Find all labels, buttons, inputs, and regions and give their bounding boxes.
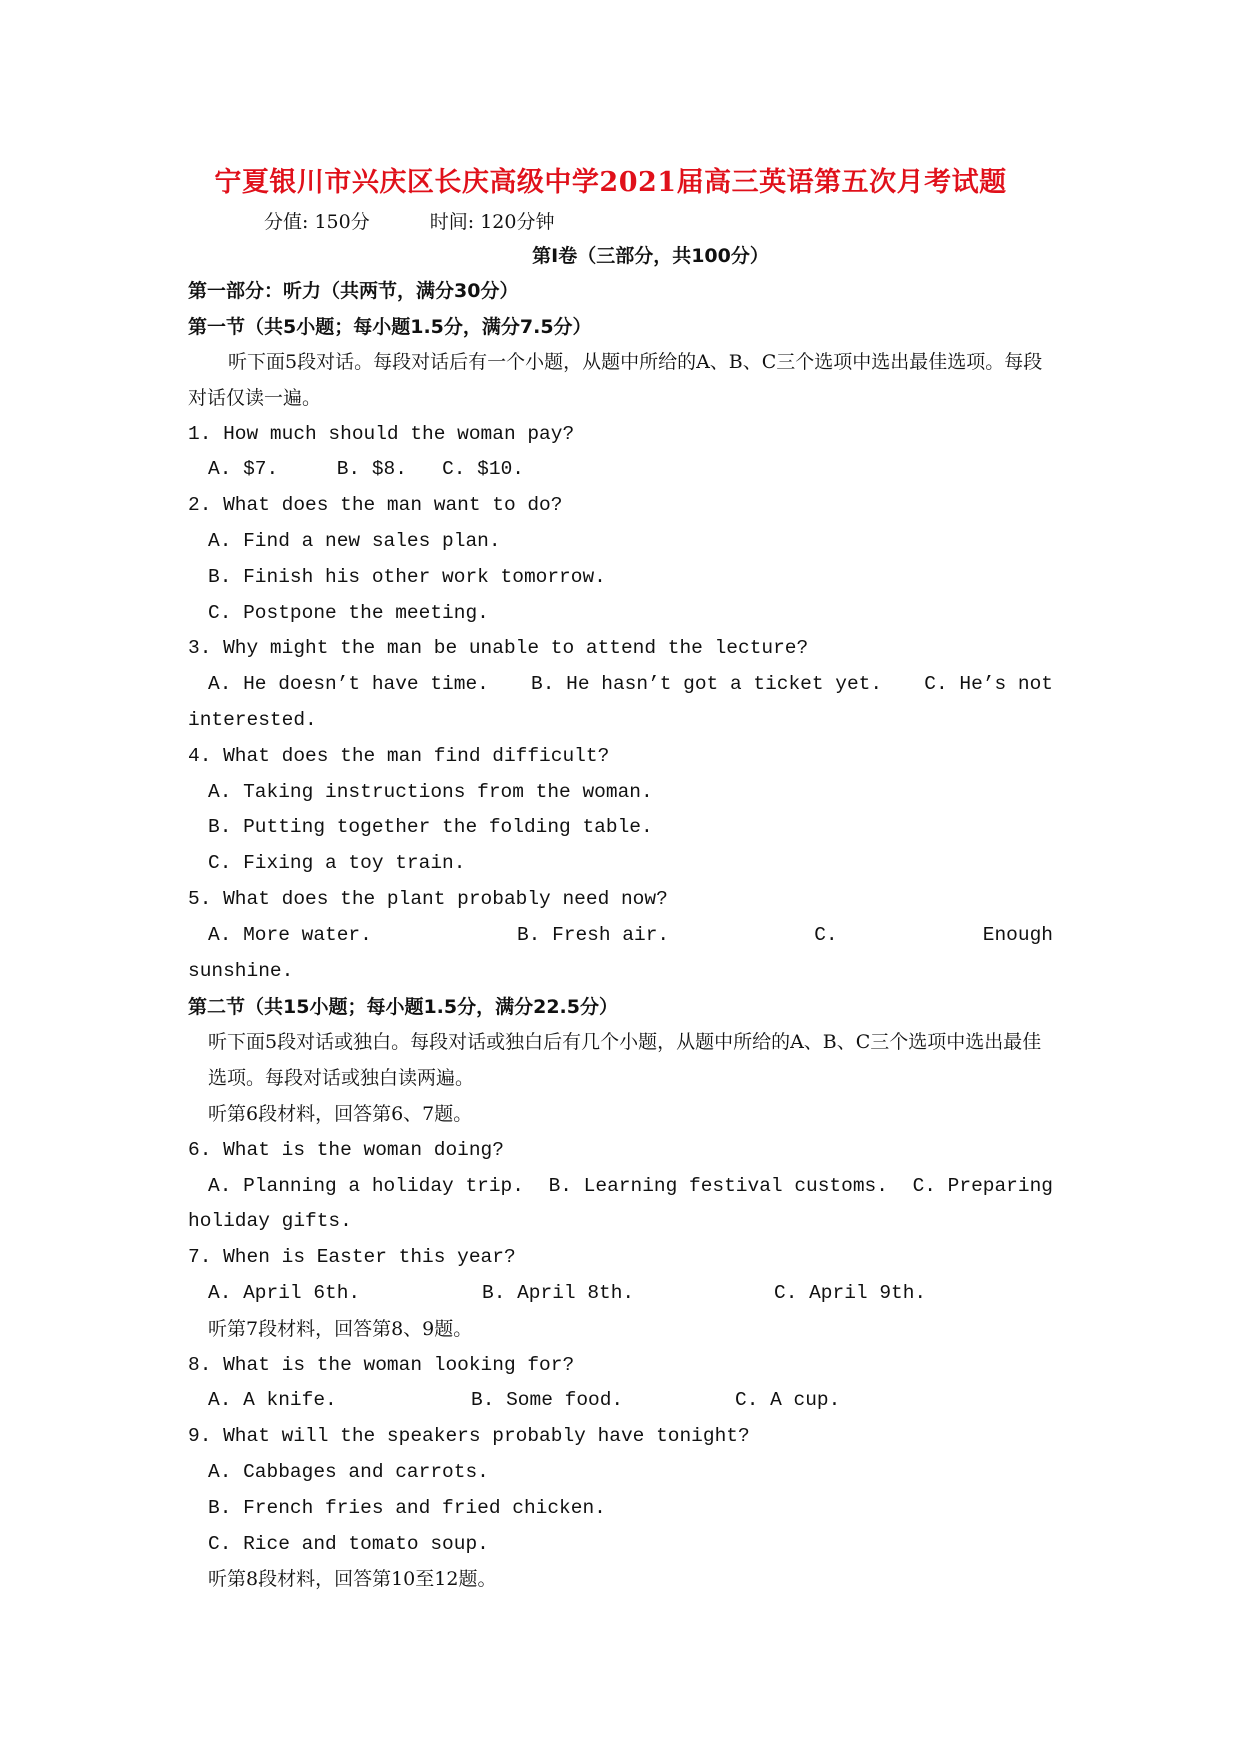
- section1-heading: 第一节（共5小题；每小题1.5分，满分7.5分）: [188, 316, 592, 338]
- question-3: 3. Why might the man be unable to attend the lecture?: [188, 637, 809, 660]
- option-a: A. $7.: [208, 458, 279, 481]
- option-c: C. Fixing a toy train.: [208, 852, 466, 875]
- question-5: 5. What does the plant probably need now?: [188, 887, 668, 910]
- exam-content: [188, 160, 1053, 1598]
- option-b: B. Some food.: [471, 1389, 624, 1412]
- option-c: C. Postpone the meeting.: [208, 601, 489, 624]
- option-c: C. A cup.: [735, 1389, 841, 1412]
- material-note-6: 听第6段材料，回答第6、7题。: [208, 1102, 473, 1125]
- question-7: 7. When is Easter this year?: [188, 1246, 516, 1269]
- option-b: B. $8.: [336, 458, 407, 481]
- option-a: A. Taking instructions from the woman.: [208, 780, 653, 803]
- volume-heading: 第Ⅰ卷（三部分，共100分）: [532, 245, 769, 267]
- option-a: A. A knife.: [208, 1389, 337, 1412]
- question-1: 1. How much should the woman pay?: [188, 422, 575, 445]
- exam-meta: [264, 205, 1053, 239]
- option-b: B. Finish his other work tomorrow.: [208, 565, 606, 588]
- material-note-7: 听第7段材料，回答第8、9题。: [208, 1317, 473, 1340]
- option-b: B. Fresh air.: [516, 923, 670, 946]
- option-c-continuation: sunshine.: [188, 959, 294, 982]
- option-c-continuation: interested.: [188, 708, 317, 731]
- option-c: C. Preparing: [912, 1174, 1053, 1197]
- option-a: A. April 6th.: [208, 1281, 361, 1304]
- option-b: B. Putting together the folding table.: [208, 816, 653, 839]
- option-c: C. He’s not: [924, 673, 1053, 696]
- section1-instructions: 听下面5段对话。每段对话后有一个小题，从题中所给的A、B、C三个选项中选出最佳选项。每段对话仅读一遍。: [188, 351, 1043, 409]
- option-c: C. Rice and tomato soup.: [208, 1532, 489, 1555]
- option-b: B. Learning festival customs.: [548, 1174, 888, 1197]
- option-a: A. Find a new sales plan.: [208, 529, 501, 552]
- question-6: 6. What is the woman doing?: [188, 1138, 504, 1161]
- question-2: 2. What does the man want to do?: [188, 494, 563, 517]
- part1-heading: 第一部分：听力（共两节，满分30分）: [188, 280, 519, 302]
- score-info: 分值: 150分: [264, 211, 370, 233]
- question-3-options: [188, 667, 1053, 703]
- option-a: A. Planning a holiday trip.: [208, 1174, 524, 1197]
- question-8-options: [188, 1383, 1053, 1419]
- time-info: 时间: 120分钟: [429, 211, 555, 233]
- question-5-options: [188, 918, 1053, 954]
- option-b: B. He hasn’t got a ticket yet.: [531, 673, 883, 696]
- option-a: A. More water.: [208, 923, 372, 946]
- question-7-options: [188, 1276, 1053, 1312]
- question-1-options: [188, 452, 1053, 488]
- option-b: B. French fries and fried chicken.: [208, 1496, 606, 1519]
- section2-instructions: 听下面5段对话或独白。每段对话或独白后有几个小题，从题中所给的A、B、C三个选项中选出最佳选项。每段对话或独白读两遍。: [208, 1031, 1042, 1090]
- question-4: 4. What does the man find difficult?: [188, 744, 610, 767]
- option-c-continuation: holiday gifts.: [188, 1210, 352, 1233]
- option-a: A. He doesn’t have time.: [208, 673, 489, 696]
- option-a: A. Cabbages and carrots.: [208, 1460, 489, 1483]
- question-9: 9. What will the speakers probably have tonight?: [188, 1425, 750, 1448]
- exam-title: 宁夏银川市兴庆区长庆高级中学2021届高三英语第五次月考试题: [214, 167, 1007, 198]
- option-c-text: Enough: [982, 923, 1053, 946]
- section2-heading: 第二节（共15小题；每小题1.5分，满分22.5分）: [188, 996, 618, 1019]
- question-8: 8. What is the woman looking for?: [188, 1353, 575, 1376]
- option-c-label: C.: [814, 923, 838, 946]
- material-note-8: 听第8段材料，回答第10至12题。: [208, 1568, 497, 1591]
- option-b: B. April 8th.: [482, 1281, 635, 1304]
- option-c: C. April 9th.: [774, 1281, 927, 1304]
- option-c: C. $10.: [442, 458, 524, 481]
- question-6-options: [188, 1169, 1053, 1205]
